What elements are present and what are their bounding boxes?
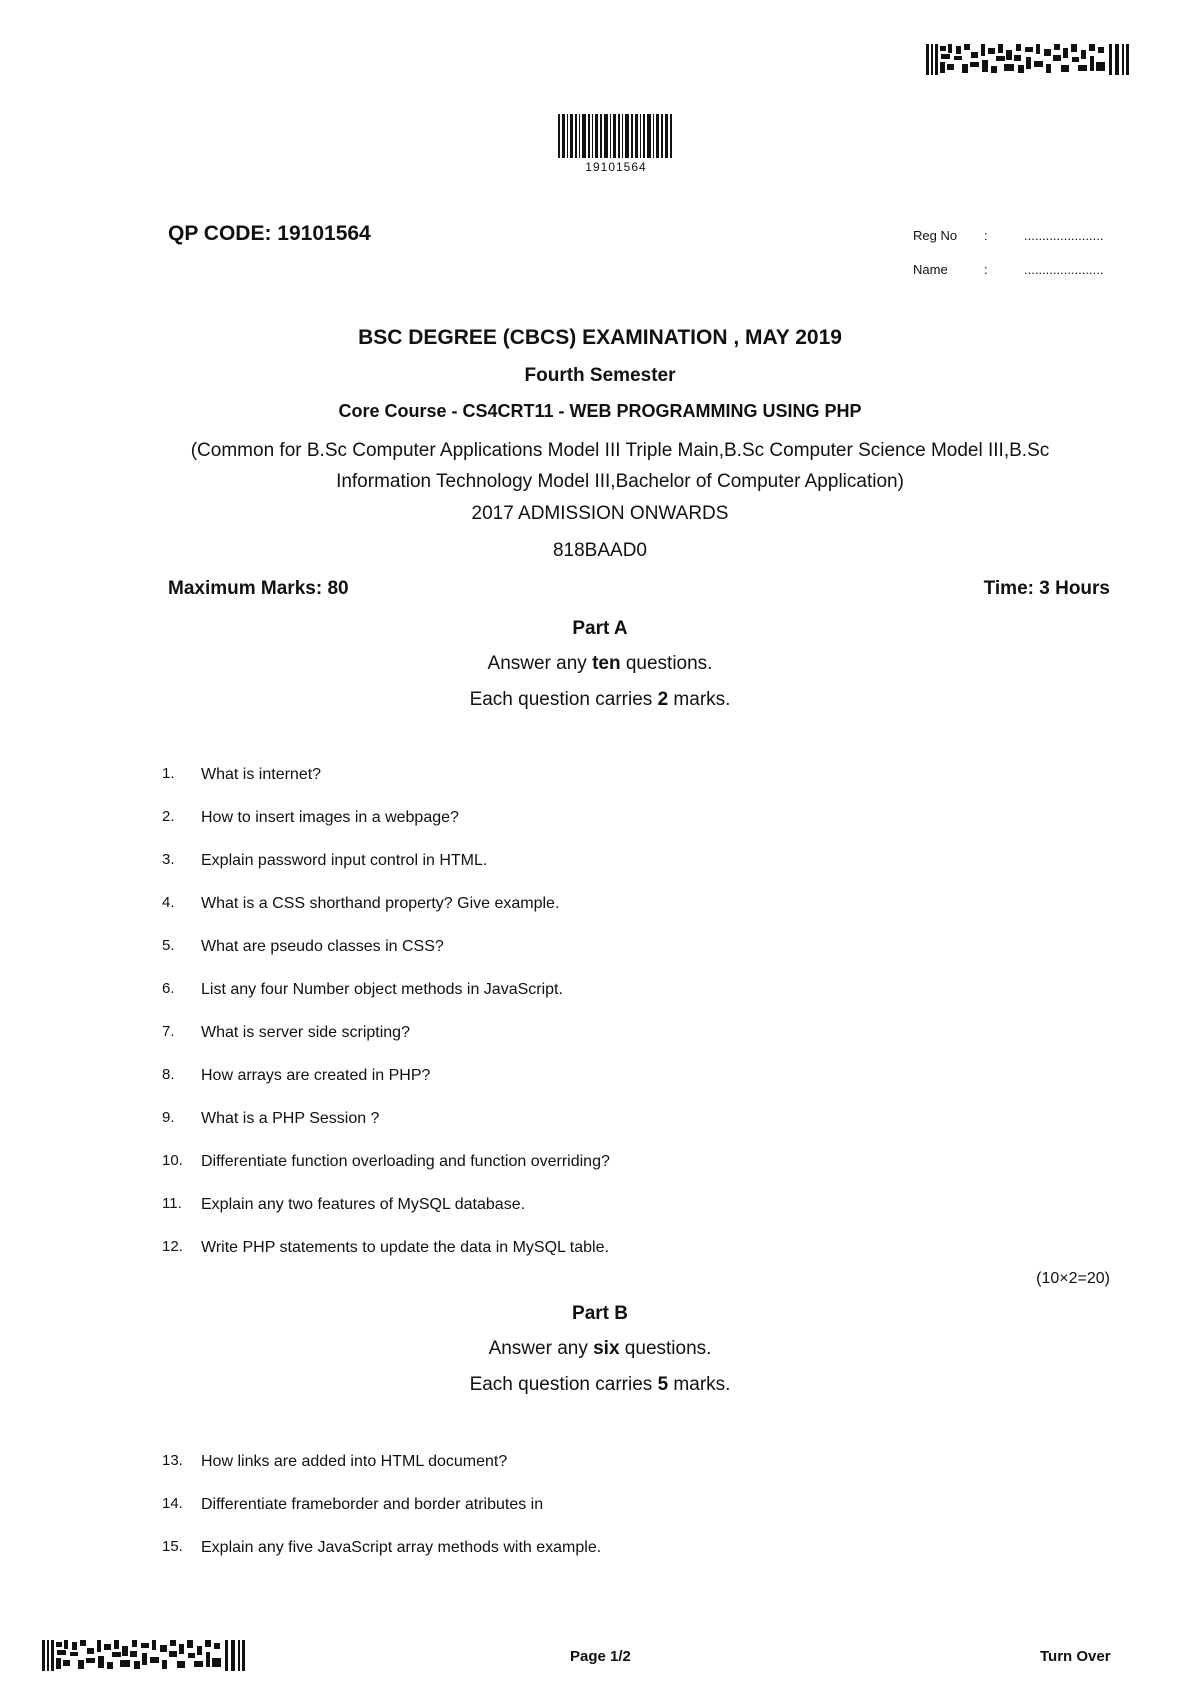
- time-allowed: Time: 3 Hours: [983, 578, 1110, 599]
- question-text: What is a CSS shorthand property? Give example.: [201, 895, 560, 912]
- question-text: What is a PHP Session ?: [201, 1110, 380, 1127]
- name-label: Name: [913, 262, 948, 277]
- part-a-title: Part A: [572, 618, 628, 639]
- question-number: 15.: [162, 1538, 183, 1555]
- reg-no-blank: ......................: [1024, 228, 1104, 243]
- question-text: How arrays are created in PHP?: [201, 1067, 431, 1084]
- semester: Fourth Semester: [524, 365, 676, 386]
- part-a-marks-total: (10×2=20): [1036, 1270, 1110, 1287]
- exam-title: BSC DEGREE (CBCS) EXAMINATION , MAY 2019: [358, 326, 842, 349]
- instr-marks: 2: [657, 689, 669, 710]
- turn-over-note: Turn Over: [1040, 1648, 1111, 1665]
- question-text: What are pseudo classes in CSS?: [201, 938, 444, 955]
- paper-code: 818BAAD0: [552, 540, 647, 561]
- question-number: 10.: [162, 1152, 183, 1169]
- question-text: List any four Number object methods in JavaScript.: [201, 981, 563, 998]
- question-number: 6.: [162, 980, 175, 997]
- instr-text: Answer any: [488, 1338, 594, 1359]
- name-colon: :: [984, 262, 988, 277]
- question-number: 13.: [162, 1452, 183, 1469]
- question-number: 4.: [162, 894, 175, 911]
- question-text: Differentiate frameborder and border atributes in: [201, 1496, 544, 1513]
- question-number: 2.: [162, 808, 175, 825]
- question-text: Explain any two features of MySQL database.: [201, 1196, 526, 1213]
- course-title: Core Course - CS4CRT11 - WEB PROGRAMMING USING PHP: [338, 401, 862, 421]
- question-text: What is server side scripting?: [201, 1024, 410, 1041]
- part-b-title: Part B: [572, 1303, 628, 1324]
- instr-marks: 5: [657, 1374, 669, 1395]
- qr-barcode-bottom: [42, 1640, 246, 1671]
- question-number: 8.: [162, 1066, 175, 1083]
- qp-code: QP CODE: 19101564: [168, 222, 371, 245]
- reg-no-label: Reg No: [913, 228, 958, 243]
- question-text: How to insert images in a webpage?: [201, 809, 459, 826]
- instr-text: questions.: [619, 1338, 712, 1359]
- question-text: Explain any five JavaScript array methods with example.: [201, 1539, 602, 1556]
- question-text: Explain password input control in HTML.: [201, 852, 488, 869]
- instr-text: questions.: [620, 653, 713, 674]
- question-number: 9.: [162, 1109, 175, 1126]
- question-number: 5.: [162, 937, 175, 954]
- question-text: How links are added into HTML document?: [201, 1453, 508, 1470]
- question-number: 1.: [162, 765, 175, 782]
- question-number: 12.: [162, 1238, 183, 1255]
- instr-text: marks.: [668, 1374, 731, 1395]
- admission-note: 2017 ADMISSION ONWARDS: [471, 503, 729, 524]
- maximum-marks: Maximum Marks: 80: [168, 578, 349, 599]
- question-number: 11.: [162, 1195, 182, 1212]
- instr-count: six: [593, 1338, 620, 1359]
- question-number: 7.: [162, 1023, 175, 1040]
- part-b-instruction-1: [0, 1338, 1200, 1360]
- page-number: Page 1/2: [570, 1648, 631, 1665]
- common-line-1: (Common for B.Sc Computer Applications Model III Triple Main,B.Sc Computer Science Model III,B.Sc: [190, 440, 1050, 461]
- question-number: 14.: [162, 1495, 183, 1512]
- qr-barcode-top: [926, 44, 1130, 75]
- barcode: [558, 114, 674, 158]
- part-b-instruction-2: [0, 1374, 1200, 1396]
- instr-text: Answer any: [487, 653, 593, 674]
- reg-no-colon: :: [984, 228, 988, 243]
- barcode-number: 19101564: [585, 160, 647, 174]
- part-a-instruction-1: [0, 653, 1200, 675]
- part-a-instruction-2: [0, 689, 1200, 711]
- question-text: Differentiate function overloading and function overriding?: [201, 1153, 610, 1170]
- common-line-2: Information Technology Model III,Bachelor of Computer Application): [336, 471, 904, 492]
- question-text: What is internet?: [201, 766, 322, 783]
- instr-text: Each question carries: [469, 1374, 658, 1395]
- instr-text: marks.: [668, 689, 731, 710]
- common-for-note: [150, 435, 1090, 497]
- name-blank: ......................: [1024, 262, 1104, 277]
- question-text: Write PHP statements to update the data in MySQL table.: [201, 1239, 609, 1256]
- instr-count: ten: [592, 653, 621, 674]
- question-number: 3.: [162, 851, 175, 868]
- instr-text: Each question carries: [469, 689, 658, 710]
